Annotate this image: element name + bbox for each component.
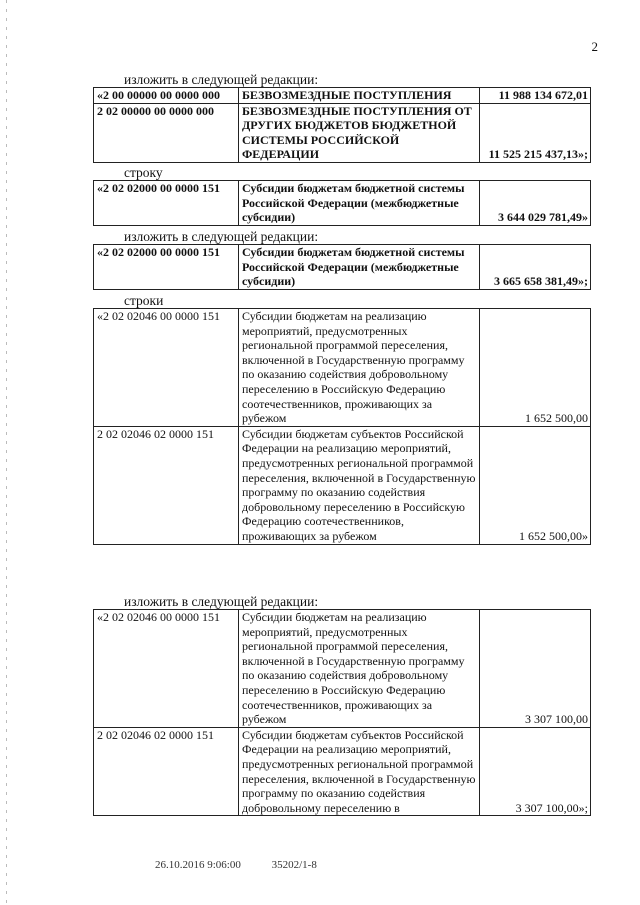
budget-code: «2 00 00000 00 0000 000 (94, 88, 239, 104)
budget-name: Субсидии бюджетам бюджетной системы Российской Федерации (межбюджетные субсидии) (239, 181, 480, 226)
table-row (94, 426, 591, 544)
budget-amount: 3 644 029 781,49» (480, 181, 591, 226)
budget-name: Субсидии бюджетам бюджетной системы Российской Федерации (межбюджетные субсидии) (239, 245, 480, 290)
budget-code: «2 02 02000 00 0000 151 (94, 181, 239, 226)
budget-name: Субсидии бюджетам субъектов Российской Федерации на реализацию мероприятий, предусмотренных региональной программой переселения, включенной в Государственную программу по оказанию содействия добровольному переселению в Российскую Федерацию соотечественников, проживающих за рубежом (239, 426, 480, 544)
budget-code: 2 02 02046 02 0000 151 (94, 426, 239, 544)
budget-name: Субсидии бюджетам на реализацию мероприятий, предусмотренных региональной программой переселения, включенной в Государственную программу по оказанию содействия добровольному переселению в Российскую Федерацию соотечественников, проживающих за рубежом (239, 309, 480, 427)
footer-timestamp: 26.10.2016 9:06:00 (155, 859, 241, 871)
table-row (94, 610, 591, 728)
table-revenue-totals (93, 87, 591, 163)
budget-name: Субсидии бюджетам субъектов Российской Федерации на реализацию мероприятий, предусмотренных региональной программой переселения, включенной в Государственную программу по оказанию содействия добровольному переселению в (239, 727, 480, 816)
table-row (94, 181, 591, 226)
instruction-phrase-2: строку (124, 165, 163, 180)
budget-amount: 11 525 215 437,13»; (480, 103, 591, 162)
budget-name: Субсидии бюджетам на реализацию мероприятий, предусмотренных региональной программой переселения, включенной в Государственную программу по оказанию содействия добровольному переселению в Российскую Федерацию соотечественников, проживающих за рубежом (239, 610, 480, 728)
budget-amount: 3 307 100,00»; (480, 727, 591, 816)
instruction-phrase-1: изложить в следующей редакции: (124, 72, 319, 87)
table-row (94, 245, 591, 290)
footer-doc-id: 35202/1-8 (271, 859, 317, 871)
budget-code: «2 02 02046 00 0000 151 (94, 610, 239, 728)
budget-code: «2 02 02000 00 0000 151 (94, 245, 239, 290)
budget-code: 2 02 00000 00 0000 000 (94, 103, 239, 162)
table-resettlement-old (93, 308, 591, 545)
budget-amount: 3 307 100,00 (480, 610, 591, 728)
instruction-phrase-4: строки (124, 293, 164, 308)
budget-amount: 1 652 500,00 (480, 309, 591, 427)
footer (155, 858, 345, 873)
budget-name: БЕЗВОЗМЕЗДНЫЕ ПОСТУПЛЕНИЯ (239, 88, 480, 104)
table-row (94, 727, 591, 816)
instruction-phrase-3: изложить в следующей редакции: (124, 229, 319, 244)
table-row (94, 309, 591, 427)
page-number: 2 (591, 39, 598, 54)
budget-code: 2 02 02046 02 0000 151 (94, 727, 239, 816)
table-subsidies-old (93, 180, 591, 226)
table-subsidies-new (93, 244, 591, 290)
instruction-phrase-5: изложить в следующей редакции: (124, 594, 319, 609)
budget-code: «2 02 02046 00 0000 151 (94, 309, 239, 427)
table-resettlement-new (93, 609, 591, 816)
budget-amount: 1 652 500,00» (480, 426, 591, 544)
table-row (94, 88, 591, 104)
scan-edge-artifact (6, 0, 7, 905)
budget-amount: 11 988 134 672,01 (480, 88, 591, 104)
table-row (94, 103, 591, 162)
budget-amount: 3 665 658 381,49»; (480, 245, 591, 290)
budget-name: БЕЗВОЗМЕЗДНЫЕ ПОСТУПЛЕНИЯ ОТ ДРУГИХ БЮДЖЕТОВ БЮДЖЕТНОЙ СИСТЕМЫ РОССИЙСКОЙ ФЕДЕРАЦИИ (239, 103, 480, 162)
